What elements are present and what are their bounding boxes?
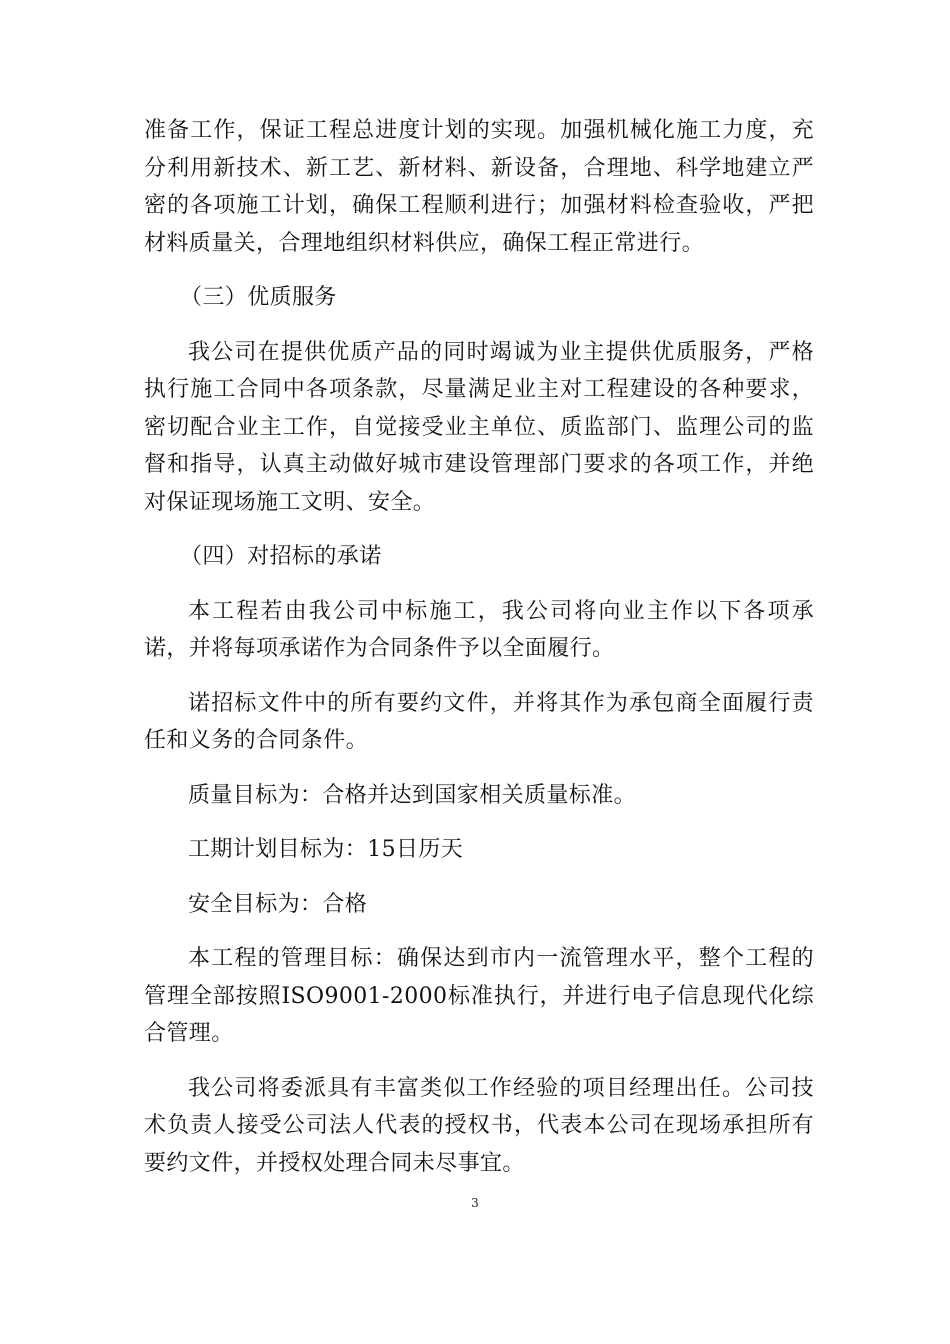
paragraph-project-manager: 我公司将委派具有丰富类似工作经验的项目经理出任。公司技术负责人接受公司法人代表的授权书，代表本公司在现场承担所有要约文件，并授权处理合同未尽事宜。 (144, 1075, 814, 1176)
paragraph-commitment-documents: 诺招标文件中的所有要约文件，并将其作为承包商全面履行责任和义务的合同条件。 (144, 690, 814, 753)
section-heading-quality-service: （三）优质服务 (180, 285, 337, 310)
paragraph-quality-service: 我公司在提供优质产品的同时竭诚为业主提供优质服务，严格执行施工合同中各项条款，尽量满足业主对工程建设的各种要求，密切配合业主工作，自觉接受业主单位、质监部门、监理公司的监督和指导，认真主动做好城市建设管理部门要求的各项工作，并绝对保证现场施工文明、安全。 (144, 339, 814, 515)
paragraph-safety-target: 安全目标为：合格 (188, 891, 368, 917)
paragraph-schedule-target: 工期计划目标为：15日历天 (188, 837, 464, 862)
page-number: 3 (471, 1196, 479, 1210)
document-body (144, 112, 814, 1199)
paragraph-continued-preparation: 准备工作，保证工程总进度计划的实现。加强机械化施工力度，充分利用新技术、新工艺、新材料、新设备，合理地、科学地建立严密的各项施工计划，确保工程顺利进行；加强材料检查验收，严把材料质量关，合理地组织材料供应，确保工程正常进行。 (144, 118, 814, 256)
paragraph-quality-target: 质量目标为：合格并达到国家相关质量标准。 (188, 782, 637, 808)
paragraph-management-target: 本工程的管理目标：确保达到市内一流管理水平，整个工程的管理全部按照ISO9001-2000标准执行，并进行电子信息现代化综合管理。 (144, 946, 814, 1046)
section-heading-bid-commitment: （四）对招标的承诺 (180, 544, 382, 569)
paragraph-commitment-intro: 本工程若由我公司中标施工，我公司将向业主作以下各项承诺，并将每项承诺作为合同条件予以全面履行。 (144, 598, 814, 661)
